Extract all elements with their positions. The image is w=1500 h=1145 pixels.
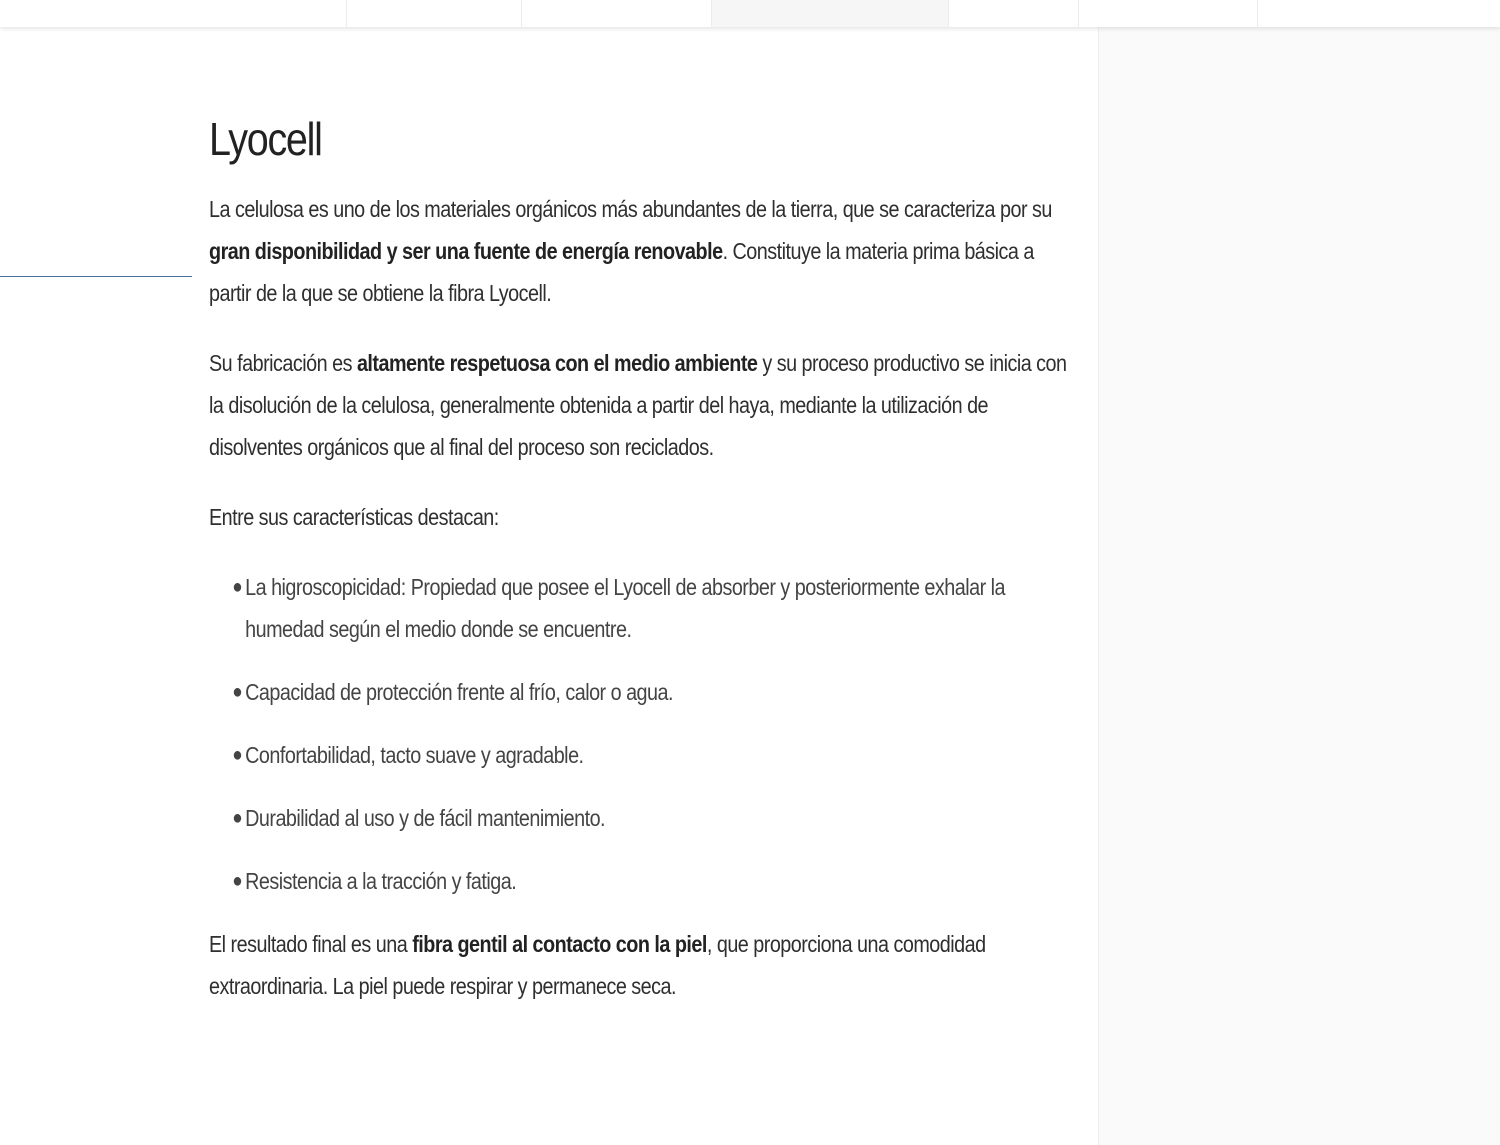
paragraph-intro-text: La celulosa es uno de los materiales orgánicos más abundantes de la tierra, que se caracteriza por su — [209, 196, 1052, 222]
right-sidebar — [1098, 27, 1500, 1145]
paragraph-manufacturing-text: Su fabricación es — [209, 350, 357, 376]
nav-item-3-active[interactable] — [711, 0, 949, 27]
list-item-text: Capacidad de protección frente al frío, calor o agua. — [245, 679, 673, 705]
paragraph-intro-text-end: . Constituye la materia prima básica a partir de la que se obtiene la fibra Lyocell. — [209, 238, 1034, 306]
paragraph-conclusion — [209, 923, 1069, 1007]
top-navigation-bar — [0, 0, 1500, 27]
page-title: Lyocell — [209, 113, 322, 165]
nav-item-1[interactable] — [346, 0, 522, 27]
nav-item-6[interactable] — [1257, 0, 1500, 27]
list-item-text: Confortabilidad, tacto suave y agradable. — [245, 742, 584, 768]
nav-item-5[interactable] — [1078, 0, 1258, 27]
paragraph-conclusion-text: El resultado final es una — [209, 931, 413, 957]
list-item — [209, 860, 1075, 902]
nav-item-4[interactable] — [948, 0, 1079, 27]
paragraph-conclusion-emphasis: fibra gentil al contacto con la piel — [412, 931, 707, 957]
paragraph-intro — [209, 188, 1069, 314]
list-item-text: Resistencia a la tracción y fatiga. — [245, 868, 517, 894]
paragraph-intro-emphasis: gran disponibilidad y ser una fuente de energía renovable — [209, 238, 723, 264]
list-item — [209, 566, 1075, 650]
bullet-icon: ● — [232, 744, 243, 766]
list-item — [209, 797, 1075, 839]
decorative-divider — [0, 276, 192, 277]
list-item — [209, 671, 1075, 713]
features-list — [209, 566, 1069, 902]
paragraph-manufacturing-text-end: y su proceso productivo se inicia con la disolución de la celulosa, generalmente obtenida a partir del haya, mediante la utilización de disolventes orgánicos que al final del proceso son reciclados. — [209, 350, 1067, 460]
nav-item-2[interactable] — [521, 0, 712, 27]
paragraph-manufacturing — [209, 342, 1069, 468]
bullet-icon: ● — [232, 576, 243, 598]
paragraph-manufacturing-emphasis: altamente respetuosa con el medio ambiente — [356, 350, 758, 376]
list-item-text: La higroscopicidad: Propiedad que posee el Lyocell de absorber y posteriormente exhalar la humedad según el medio donde se encuentre. — [245, 574, 1006, 642]
list-item — [209, 734, 1075, 776]
list-item-text: Durabilidad al uso y de fácil mantenimiento. — [245, 805, 606, 831]
bullet-icon: ● — [232, 681, 243, 703]
bullet-icon: ● — [232, 870, 243, 892]
paragraph-features-intro: Entre sus características destacan: — [209, 504, 499, 530]
paragraph-conclusion-text-end: , que proporciona una comodidad extraordinaria. La piel puede respirar y permanece seca. — [209, 931, 986, 999]
article-content — [209, 108, 1069, 1035]
bullet-icon: ● — [232, 807, 243, 829]
